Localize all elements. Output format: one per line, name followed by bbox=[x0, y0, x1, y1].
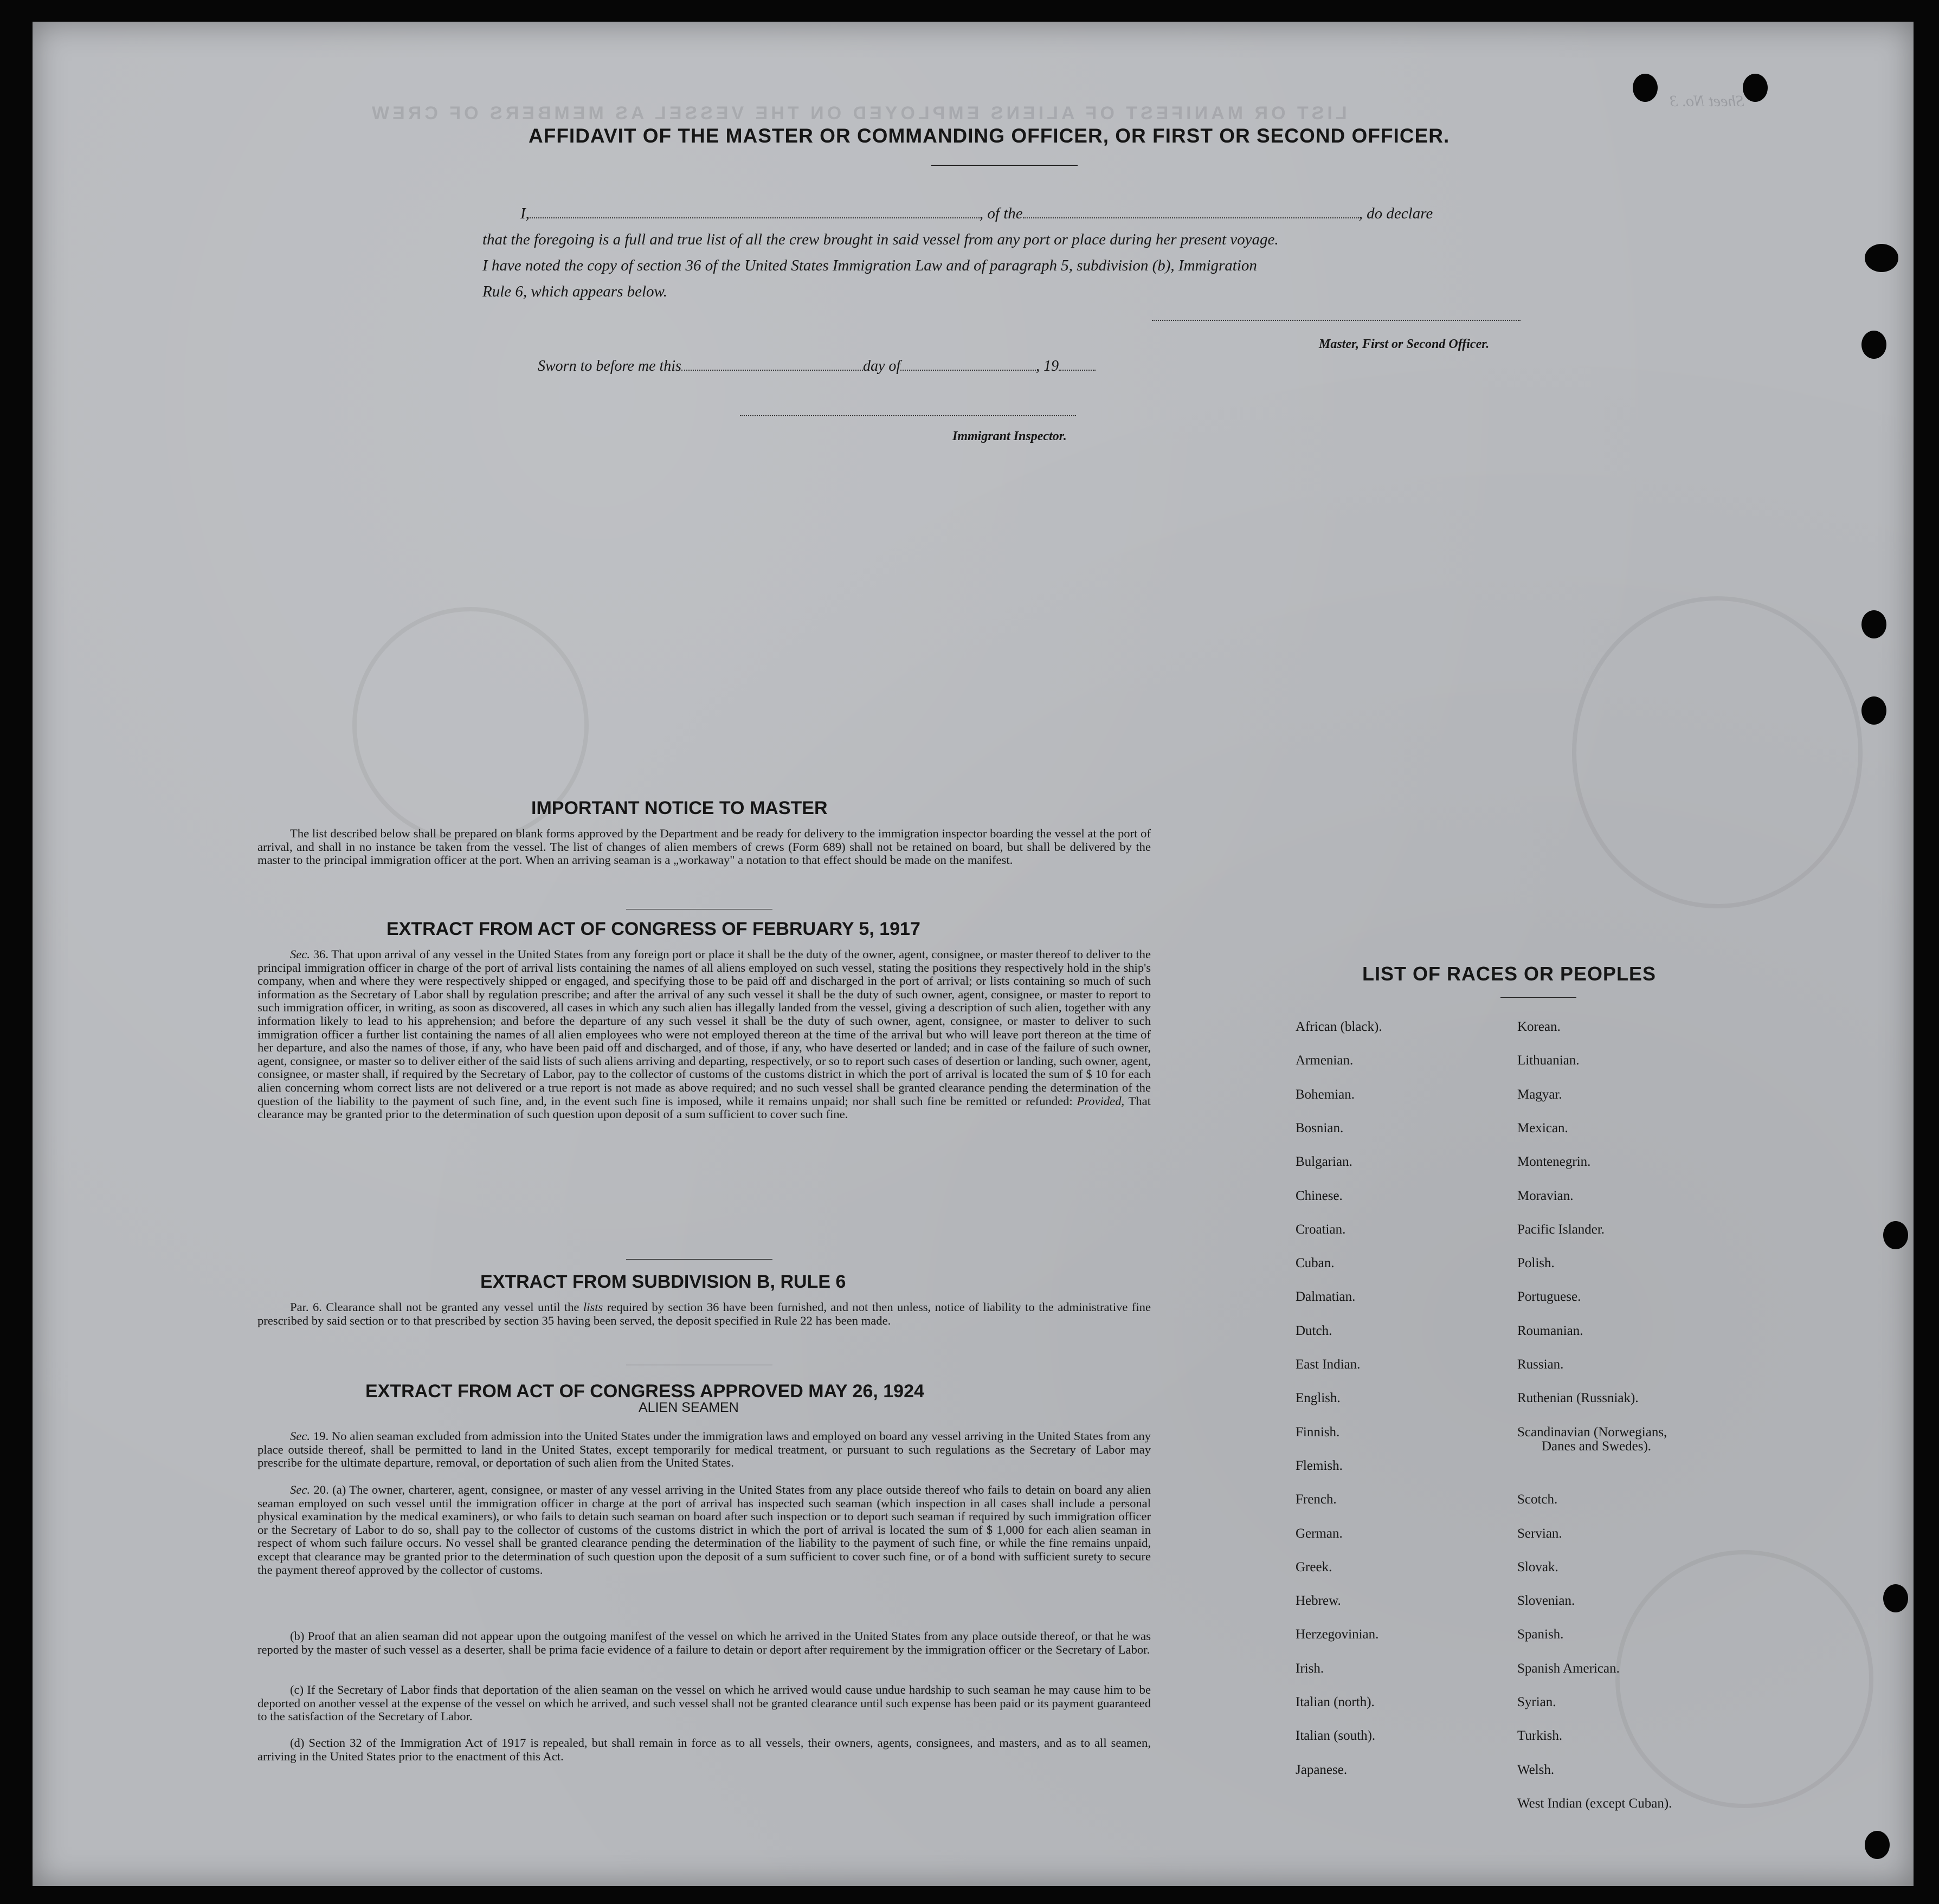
race-item: Cuban. bbox=[1296, 1256, 1335, 1271]
sec-19-lead: Sec. bbox=[290, 1429, 311, 1443]
sec-36-body-a: 36. That upon arrival of any vessel in the United States from any foreign port or place it shall be the duty of the owner, agent, consignee, or master thereof to deliver to the principal immigration officer in charge of the port of arrival lists containing the names of all aliens employed on such vessel, stating the positions they respectively hold in the ship's company, when and where they were respectively shipped or engaged, and specifying those to be paid off and discharged in the port of arrival; or lists containing so much of such information as the Secretary of Labor shall by regulation prescribe; and after the arrival of any such vessel it shall be the duty of such owner, agent, consignee, or master to report to such immigration officer, in writing, as soon as discovered, all cases in which any such alien has illegally landed from the vessel, giving a description of such alien, together with any information likely to lead to his apprehension; and before the departure of any such vessel it shall be the duty of such owner, agent, consignee, or master to deliver to such immigration officer a further list containing the names of all alien employees who were not employed thereon at the time of the arrival but who will leave port thereon at the time of her departure, and also the names of those, if any, who have been paid off and discharged, and of those, if any, who have deserted or landed; and in case of the failure of such owner, agent, consignee, or master so to deliver either of the said lists of such aliens arriving and departing, respectively, or so to report such cases of desertion or landing, such owner, agent, consignee, or master shall, if required by the Secretary of Labor, pay to the collector of customs of the customs district in which the port of arrival is located the sum of $ 10 for each alien concerning whom correct lists are not delivered or a true report is not made as above required; and no such vessel shall be granted clearance pending the determination of the question of the liability to the payment of such fine, and, in the event such fine is imposed, while it remains unpaid; nor shall such fine be remitted or refunded: bbox=[257, 947, 1151, 1108]
inspector-signature-line[interactable] bbox=[740, 415, 1076, 416]
punch-hole bbox=[1861, 610, 1886, 638]
race-item: Japanese. bbox=[1296, 1762, 1348, 1777]
sec-36-lead: Sec. bbox=[290, 947, 311, 961]
race-item: Spanish. bbox=[1517, 1627, 1564, 1642]
race-item: Portuguese. bbox=[1517, 1289, 1581, 1305]
race-item: Mexican. bbox=[1517, 1120, 1568, 1135]
punch-hole bbox=[1865, 244, 1898, 272]
sec-20c-body: (c) If the Secretary of Labor finds that deportation of the alien seaman on the vessel on which he arrived would cause undue hardship to such seaman he may cause him to be deported on another vessel at the expense of the vessel on which he arrived, and such vessel shall not be granted clearance until such expense has been paid or its payment guaranteed to the satisfaction of the Secretary of Labor. bbox=[257, 1683, 1151, 1724]
race-item: Finnish. bbox=[1296, 1424, 1340, 1440]
race-item: Italian (north). bbox=[1296, 1695, 1375, 1709]
sworn-text: Sworn to before me this bbox=[538, 358, 681, 375]
race-item: Korean. bbox=[1517, 1019, 1561, 1034]
notice-title: IMPORTANT NOTICE TO MASTER bbox=[531, 798, 828, 818]
stamp-seal bbox=[1615, 1550, 1873, 1808]
rule-6-title: EXTRACT FROM SUBDIVISION B, RULE 6 bbox=[480, 1272, 846, 1292]
par-6-body-b: required by section 36 have been furnished, and not then unless, notice of liability to the administrative fine prescribed by said section or to that prescribed by section 35 having been served, the deposit specified in Rule 22 has been made. bbox=[257, 1300, 1151, 1327]
punch-hole bbox=[1883, 1221, 1908, 1249]
sworn-year-label: , 19 bbox=[1036, 358, 1059, 375]
affidavit-declare: , do declare bbox=[1358, 205, 1433, 222]
bleed-through-header: LIST OR MANIFEST OF ALIENS EMPLOYED ON THE VESSEL AS MEMBERS OF CREW bbox=[369, 103, 1347, 124]
race-item: Slovenian. bbox=[1517, 1593, 1575, 1609]
race-item: Hebrew. bbox=[1296, 1593, 1341, 1609]
race-item: Dalmatian. bbox=[1296, 1289, 1356, 1305]
race-item: Spanish American. bbox=[1517, 1661, 1620, 1676]
divider bbox=[931, 165, 1078, 166]
race-item: Welsh. bbox=[1517, 1762, 1555, 1777]
affidavit-title: AFFIDAVIT OF THE MASTER OR COMMANDING OFFICER, OR FIRST OR SECOND OFFICER. bbox=[529, 125, 1450, 147]
sworn-day-field[interactable] bbox=[681, 370, 863, 371]
affidavit-line-3: I have noted the copy of section 36 of the United States Immigration Law and of paragraph 5, subdivision (b), Immigration bbox=[482, 257, 1257, 274]
notice-body: The list described below shall be prepared on blank forms approved by the Department and be ready for delivery to the immigration inspector boarding the vessel at the port of arrival, and shall in no instance be taken from the vessel. The list of changes of alien members of crews (Form 689) shall not be retained on board, but shall be delivered by the master to the principal immigration officer at the port. When an arriving seaman is a „workaway" a notation to that effect should be made on the manifest. bbox=[257, 827, 1151, 867]
race-item: Croatian. bbox=[1296, 1222, 1346, 1237]
notice-text bbox=[257, 827, 1151, 867]
race-item: African (black). bbox=[1296, 1019, 1382, 1034]
act-1917-title: EXTRACT FROM ACT OF CONGRESS OF FEBRUARY 5, 1917 bbox=[386, 919, 920, 939]
affidavit-line-4: Rule 6, which appears below. bbox=[482, 283, 667, 300]
sec-20b-body: (b) Proof that an alien seaman did not appear upon the outgoing manifest of the vessel on which he arrived in the United States from any place outside thereof, or that he was reported by the master of such vessel as a deserter, shall be prima facie evidence of a failure to detain or deport after requirement by the immigration officer or the Secretary of Labor. bbox=[257, 1629, 1151, 1656]
race-item: Dutch. bbox=[1296, 1323, 1332, 1338]
race-item: Italian (south). bbox=[1296, 1728, 1376, 1744]
race-item: Moravian. bbox=[1517, 1188, 1574, 1203]
race-item: Armenian. bbox=[1296, 1053, 1354, 1068]
race-item: Scotch. bbox=[1517, 1492, 1558, 1507]
act-1917-text bbox=[257, 948, 1151, 1121]
sworn-year-field[interactable] bbox=[1059, 370, 1096, 371]
inspector-label: Immigrant Inspector. bbox=[952, 429, 1067, 443]
punch-hole bbox=[1861, 696, 1886, 725]
race-item: Syrian. bbox=[1517, 1695, 1556, 1709]
race-item: Montenegrin. bbox=[1517, 1154, 1591, 1170]
race-item: Bulgarian. bbox=[1296, 1154, 1352, 1170]
race-item: Chinese. bbox=[1296, 1188, 1343, 1203]
race-item: Servian. bbox=[1517, 1526, 1562, 1541]
punch-hole bbox=[1861, 331, 1886, 359]
sec-20a-text bbox=[257, 1483, 1151, 1577]
sec-19-body: 19. No alien seaman excluded from admission into the United States under the immigration laws and employed on board any vessel arriving in the United States from any place outside thereof, shall be permitted to land in the United States, except temporarily for medical treatment, or pursuant to such regulations as the Secretary of Labor may prescribe for the ultimate departure, removal, or deportation of such alien from the United States. bbox=[257, 1429, 1151, 1470]
race-item: West Indian (except Cuban). bbox=[1517, 1796, 1672, 1811]
affidavit-of-the: , of the bbox=[979, 205, 1023, 222]
race-item: Magyar. bbox=[1517, 1087, 1562, 1102]
race-item: Polish. bbox=[1517, 1256, 1555, 1271]
rule-6-text bbox=[257, 1301, 1151, 1327]
vessel-field[interactable] bbox=[1023, 217, 1359, 218]
sheet-number: Sheet No. 3 bbox=[1670, 92, 1744, 110]
sworn-month-field[interactable] bbox=[900, 370, 1036, 371]
punch-hole bbox=[1883, 1584, 1908, 1612]
sec-20-lead: Sec. bbox=[290, 1483, 311, 1496]
signature-label: Master, First or Second Officer. bbox=[1319, 337, 1490, 351]
par-6-lists: lists bbox=[583, 1300, 603, 1314]
sec-36-body-b: That clearance may be granted prior to the determination of such question upon deposit of a sum sufficient to cover such fine. bbox=[257, 1094, 1151, 1121]
divider bbox=[626, 1259, 772, 1260]
par-6-body-a: Par. 6. Clearance shall not be granted any vessel until the bbox=[290, 1300, 583, 1314]
race-item: Danes and Swedes). bbox=[1542, 1438, 1652, 1454]
act-1924-title: EXTRACT FROM ACT OF CONGRESS APPROVED MAY 26, 1924 bbox=[365, 1381, 924, 1402]
sec-20d-body: (d) Section 32 of the Immigration Act of 1917 is repealed, but shall remain in force as to all vessels, their owners, agents, consignees, and masters, and as to all seamen, arriving in the United States prior to the enactment of this Act. bbox=[257, 1736, 1151, 1763]
race-item: Roumanian. bbox=[1517, 1323, 1583, 1338]
races-title: LIST OF RACES OR PEOPLES bbox=[1362, 963, 1657, 985]
race-item: Lithuanian. bbox=[1517, 1053, 1580, 1068]
race-item: Pacific Islander. bbox=[1517, 1222, 1605, 1237]
race-item: French. bbox=[1296, 1492, 1337, 1507]
race-item: Flemish. bbox=[1296, 1458, 1343, 1473]
race-item: Turkish. bbox=[1517, 1728, 1563, 1744]
proviso: Provided, bbox=[1077, 1094, 1125, 1108]
master-signature-line[interactable] bbox=[1152, 320, 1521, 321]
race-item: Scandinavian (Norwegians, bbox=[1517, 1424, 1667, 1440]
race-item: German. bbox=[1296, 1526, 1343, 1541]
name-field[interactable] bbox=[530, 217, 980, 218]
sec-20d-text bbox=[257, 1737, 1151, 1763]
race-item: Bosnian. bbox=[1296, 1120, 1344, 1135]
race-item: Slovak. bbox=[1517, 1559, 1558, 1574]
sec-20a-body: 20. (a) The owner, charterer, agent, consignee, or master of any vessel arriving in the United States from any place outside thereof who fails to detain on board any alien seaman employed on such vessel until the immigration officer in charge at the port of arrival has inspected such seaman (which inspection in all cases shall include a personal physical examination by the medical examiners), or who fails to detain such seaman on board after such inspection or to deport such seaman if required by such immigration officer or the Secretary of Labor to do so, shall pay to the collector of customs of the customs district in which the port of arrival is located the sum of $ 1,000 for each alien seaman in respect of whom such failure occurs. No vessel shall be granted clearance pending the determination of the liability to the payment of such fine, or while the fine remains unpaid, except that clearance may be granted prior to the determination of such question upon the deposit of a sum sufficient to cover such fine, or of a bond with sufficient surety to secure the payment thereof approved by the collector of customs. bbox=[257, 1483, 1151, 1577]
race-item: East Indian. bbox=[1296, 1357, 1361, 1372]
sworn-line bbox=[538, 358, 1096, 375]
divider bbox=[1500, 997, 1576, 998]
punch-hole bbox=[1743, 74, 1768, 102]
punch-hole bbox=[1633, 74, 1658, 102]
race-item: Russian. bbox=[1517, 1357, 1564, 1372]
race-item: Ruthenian (Russniak). bbox=[1517, 1391, 1639, 1406]
affidavit-i: I, bbox=[520, 205, 530, 222]
sworn-day-label: day of bbox=[862, 358, 901, 375]
race-item: English. bbox=[1296, 1391, 1341, 1406]
affidavit-line-2: that the foregoing is a full and true list of all the crew brought in said vessel from any port or place during her present voyage. bbox=[482, 231, 1279, 248]
race-item: Greek. bbox=[1296, 1559, 1332, 1574]
race-item: Irish. bbox=[1296, 1661, 1324, 1676]
sec-20b-text bbox=[257, 1630, 1151, 1656]
sec-19-text bbox=[257, 1430, 1151, 1470]
act-1924-subtitle: ALIEN SEAMEN bbox=[639, 1400, 739, 1415]
stamp-seal bbox=[1572, 596, 1863, 908]
race-item: Herzegovinian. bbox=[1296, 1627, 1379, 1642]
punch-hole bbox=[1865, 1831, 1890, 1859]
race-item: Bohemian. bbox=[1296, 1087, 1355, 1102]
sec-20c-text bbox=[257, 1683, 1151, 1724]
